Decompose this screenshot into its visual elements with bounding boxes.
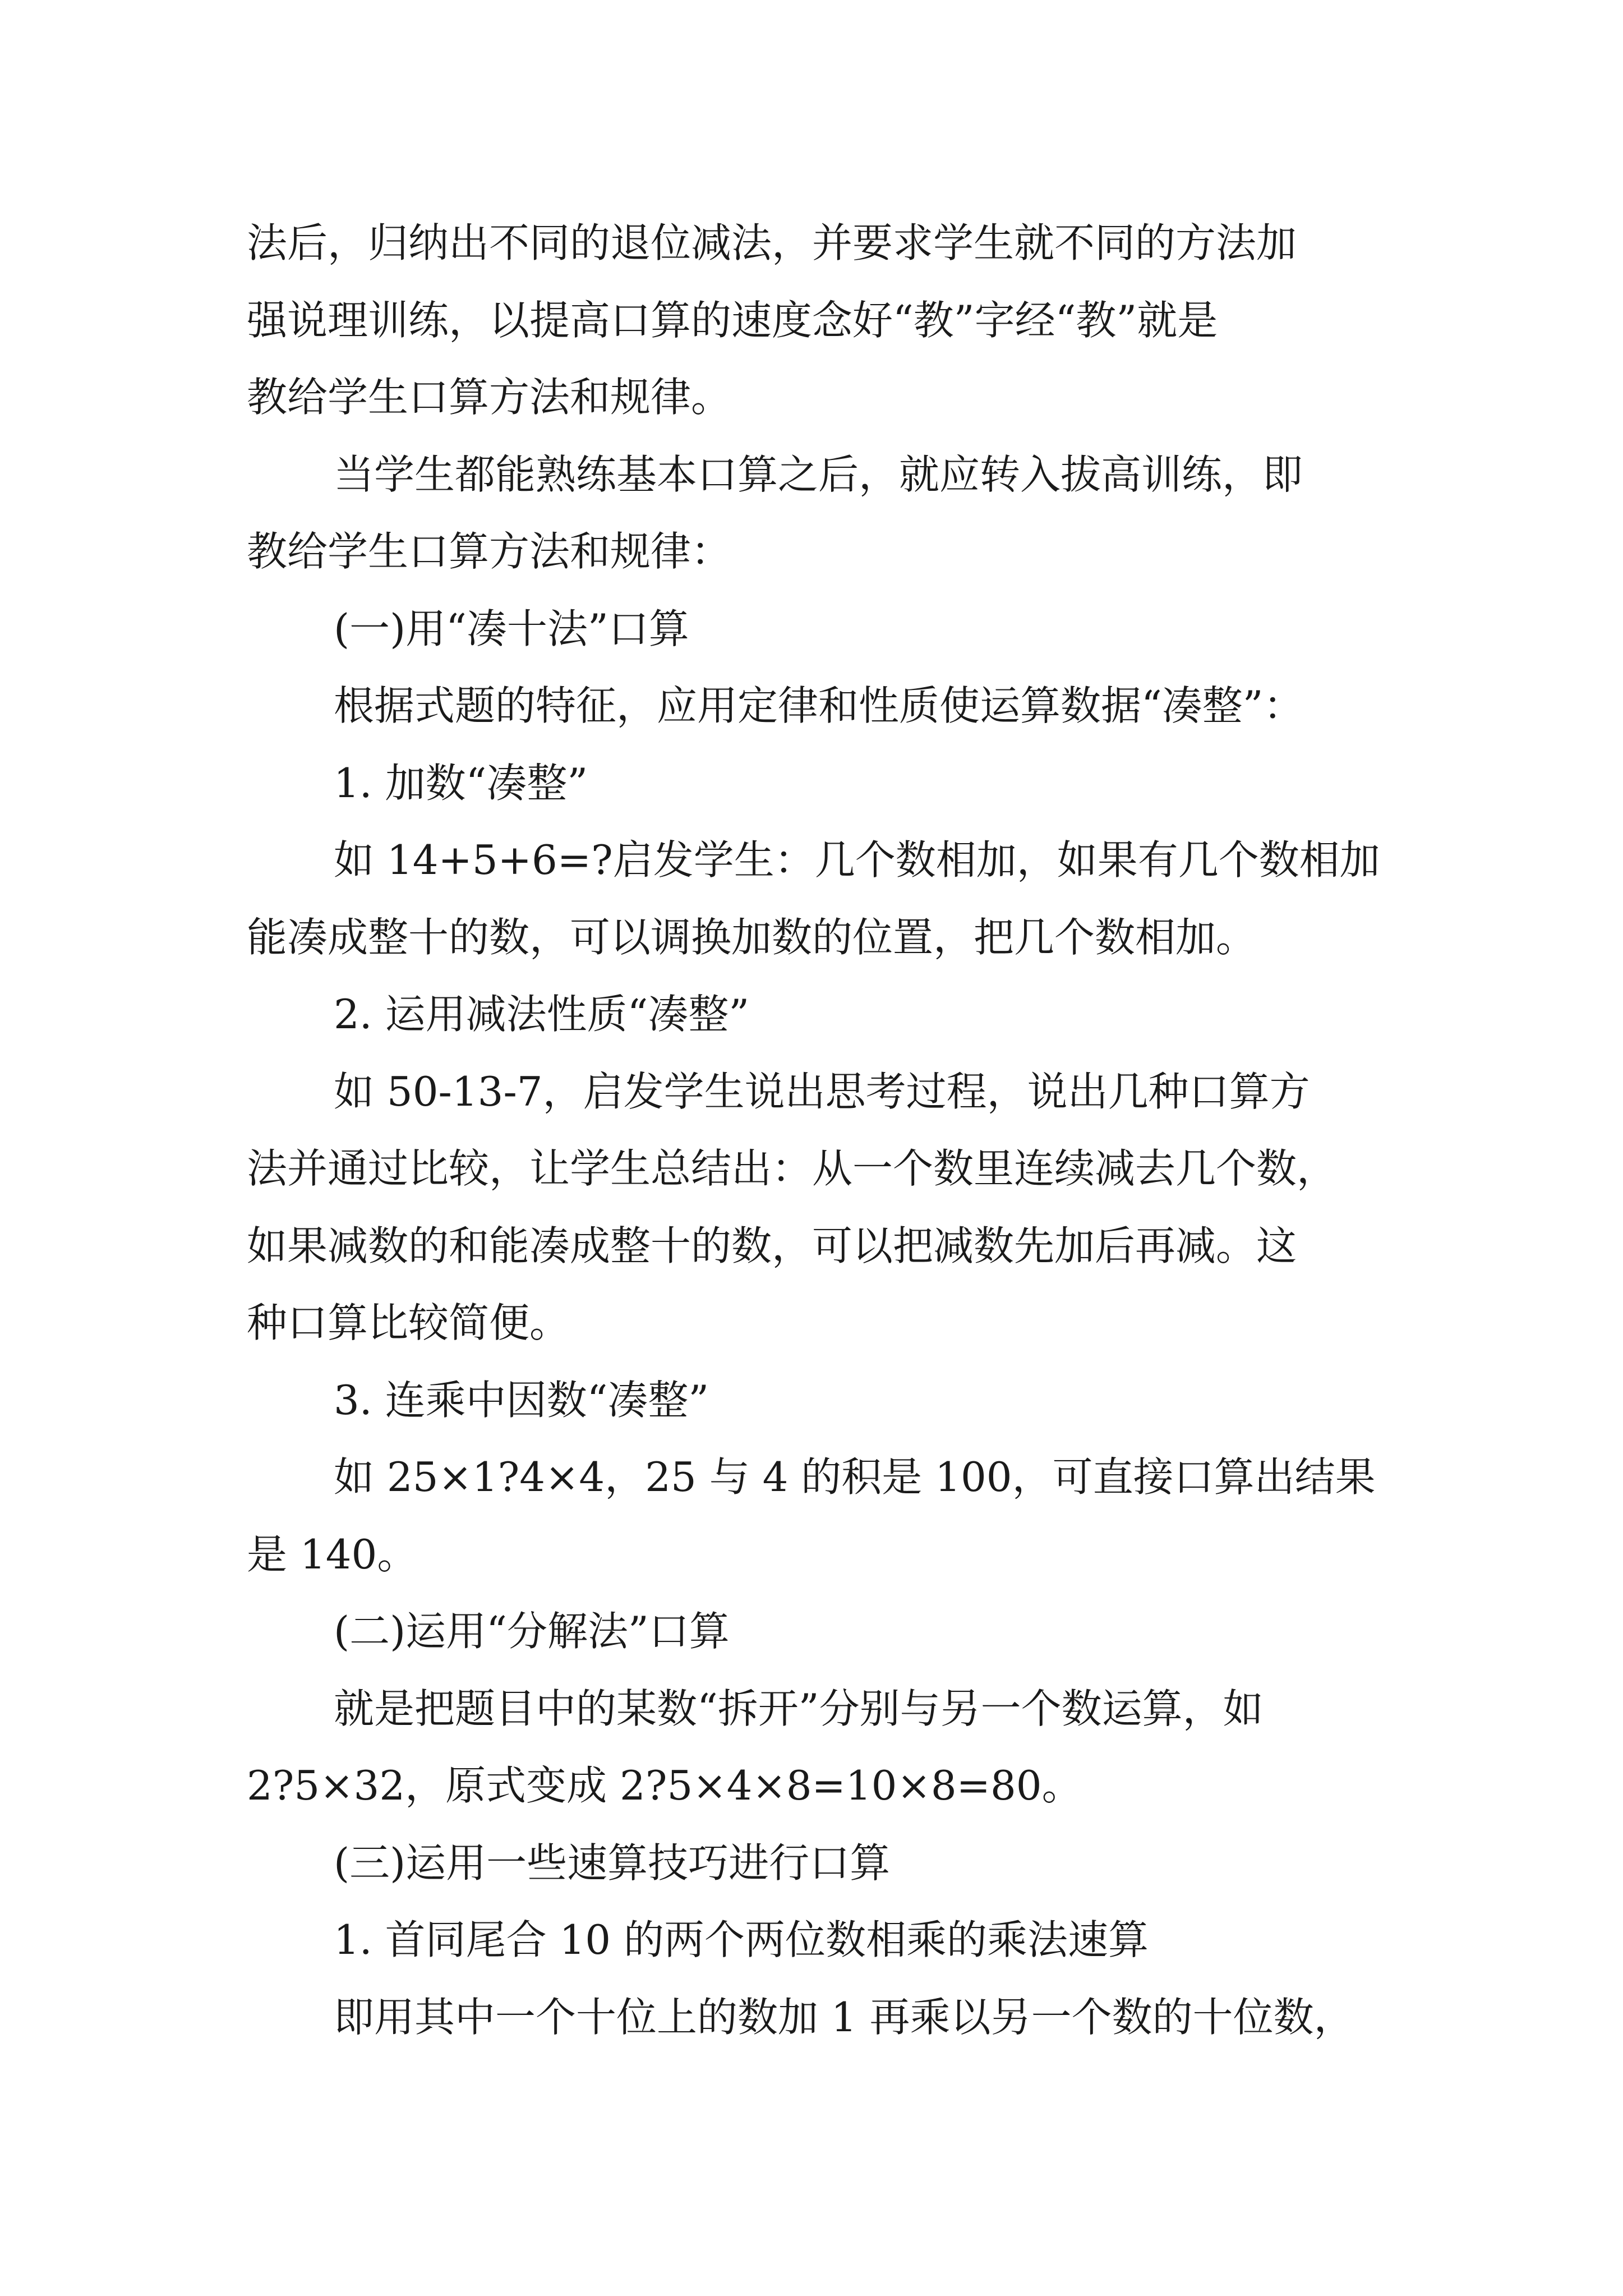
text-line: 1. 首同尾合 10 的两个两位数相乘的乘法速算 [334,1916,1149,1963]
text-line: 当学生都能熟练基本口算之后，就应转入拔高训练，即 [334,450,1303,498]
text-line: 2. 运用减法性质“凑整” [334,991,750,1038]
text-line: 强说理训练，以提高口算的速度念好“教”字经“教”就是 [247,296,1218,344]
text-line: 教给学生口算方法和规律。 [247,374,732,421]
text-line: 就是把题目中的某数“拆开”分别与另一个数运算，如 [334,1685,1264,1732]
text-line: 法并通过比较，让学生总结出：从一个数里连续减去几个数， [247,1145,1338,1192]
body-text [247,205,1391,2056]
text-line: 教给学生口算方法和规律： [247,528,732,575]
text-line: 2?5×32，原式变成 2?5×4×8=10×8=80。 [247,1762,1082,1809]
text-line: 能凑成整十的数，可以调换加数的位置，把几个数相加。 [247,913,1257,961]
text-line: 3. 连乘中因数“凑整” [334,1376,709,1424]
text-line: (二)运用“分解法”口算 [334,1608,730,1655]
text-line: 如果减数的和能凑成整十的数，可以把减数先加后再减。这 [247,1222,1297,1269]
text-line: 1. 加数“凑整” [334,759,588,807]
text-line: 即用其中一个十位上的数加 1 再乘以另一个数的十位数， [334,1993,1354,2041]
text-line: (三)运用一些速算技巧进行口算 [334,1839,891,1887]
text-line: 根据式题的特征，应用定律和性质使运算数据“凑整”： [334,682,1304,729]
text-line: (一)用“凑十法”口算 [334,605,689,652]
text-line: 如 50-13-7，启发学生说出思考过程，说出几种口算方 [334,1068,1310,1115]
text-line: 法后，归纳出不同的退位减法，并要求学生就不同的方法加 [247,219,1297,266]
text-line: 如 25×1?4×4，25 与 4 的积是 100，可直接口算出结果 [334,1453,1376,1501]
text-line: 如 14+5+6=?启发学生：几个数相加，如果有几个数相加 [334,836,1380,884]
text-line: 是 140。 [247,1530,418,1578]
text-line: 种口算比较简便。 [247,1299,570,1346]
